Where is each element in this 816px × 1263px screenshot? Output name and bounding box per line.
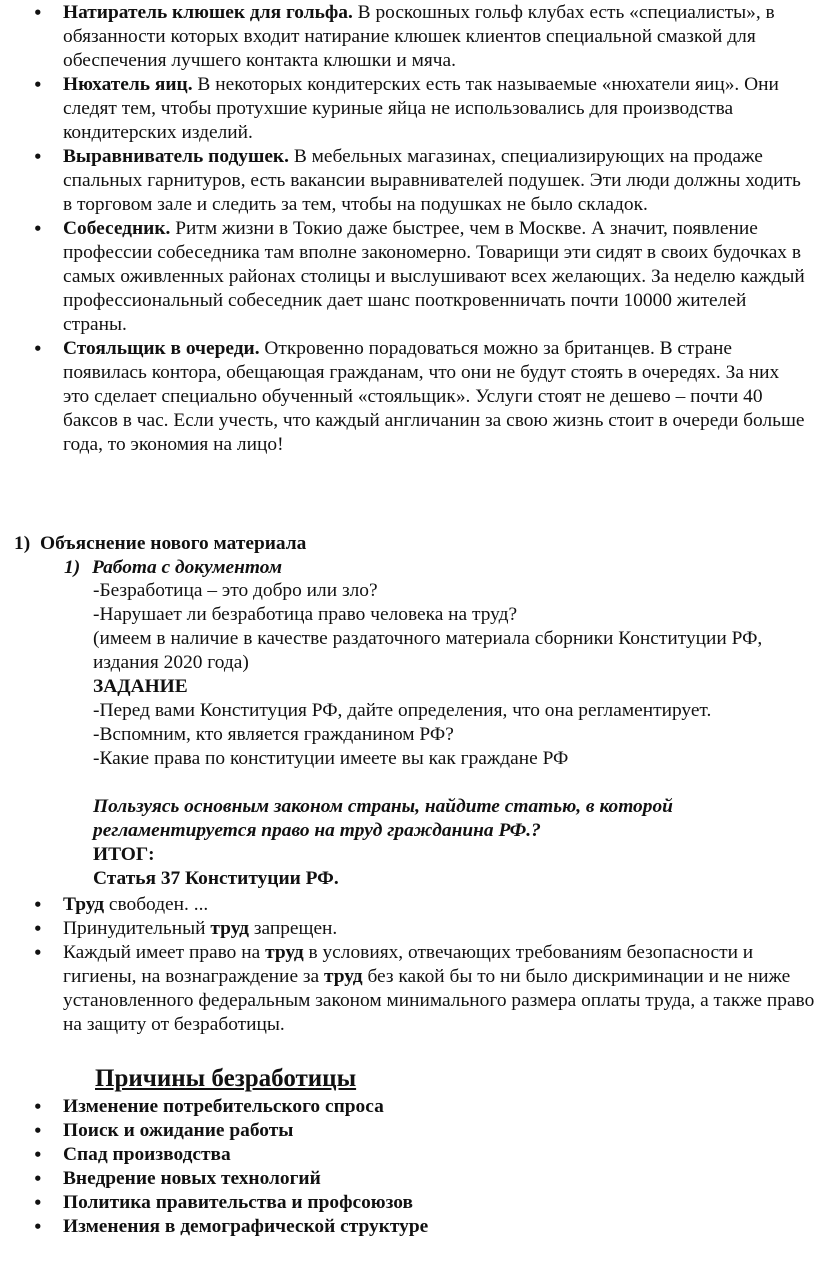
profession-term: Натиратель клюшек для гольфа.	[63, 2, 353, 23]
profession-description: Ритм жизни в Токио даже быстрее, чем в Москве. А значит, появление профессии собеседника там вполне закономерно. Товарищи эти сидят в своих будочках в самых оживленных районах столицы и выслушивают всех желающих. За неделю каждый профессиональный собеседник дает шанс пооткровенничать почти 10000 жителей страны.	[63, 218, 805, 335]
list-item	[33, 1167, 808, 1191]
keyword: труд	[265, 942, 304, 963]
list-item	[33, 1119, 808, 1143]
task-item: -Перед вами Конституция РФ, дайте определения, что она регламентирует.	[93, 700, 712, 721]
text-run: в условиях, отвечающих требованиям безопасности и гигиены, на вознаграждение за	[63, 942, 754, 987]
list-item	[33, 337, 808, 457]
keyword: труд	[324, 966, 363, 987]
result-heading: ИТОГ:	[93, 844, 155, 865]
task-item: -Вспомним, кто является гражданином РФ?	[93, 724, 454, 745]
bullet-icon: •	[33, 220, 43, 238]
handout-note: (имеем в наличие в качестве раздаточного материала сборники Конституции РФ, издания 2020 года)	[93, 628, 763, 673]
bullet-icon: •	[33, 1122, 43, 1140]
cause-text: Спад производства	[63, 1144, 231, 1165]
list-item	[33, 1143, 808, 1167]
list-item	[33, 73, 808, 145]
section-number: 1)	[14, 533, 31, 554]
cause-text: Изменения в демографической структуре	[63, 1216, 429, 1237]
bullet-icon: •	[33, 1218, 43, 1236]
bullet-icon: •	[33, 896, 43, 914]
profession-description: Откровенно порадоваться можно за британцев. В стране появилась контора, обещающая гражданам, что они не будут стоять в очередях. За них это сделает специально обученный «стояльщик». Услуги стоят не дешево – почти 40 баксов в час. Если учесть, что каждый англичанин за свою жизнь стоит в очереди больше года, то экономия на лицо!	[63, 338, 805, 455]
spacer	[93, 771, 808, 795]
keyword: труд	[210, 918, 249, 939]
profession-description: В роскошных гольф клубах есть «специалисты», в обязанности которых входит натирание клюшек клиентов специальной смазкой для обеспечения лучшего контакта клюшки и мяча.	[63, 2, 775, 71]
profession-term: Выравниватель подушек.	[63, 146, 289, 167]
bullet-icon: •	[33, 1170, 43, 1188]
task-item: -Какие права по конституции имеете вы как граждане РФ	[93, 748, 569, 769]
list-item	[33, 1095, 808, 1119]
bullet-icon: •	[33, 1146, 43, 1164]
cause-text: Изменение потребительского спроса	[63, 1096, 384, 1117]
bullet-icon: •	[33, 340, 43, 358]
profession-term: Собеседник.	[63, 218, 171, 239]
cause-text: Политика правительства и профсоюзов	[63, 1192, 413, 1213]
cause-text: Поиск и ожидание работы	[63, 1120, 294, 1141]
text-run: запрещен.	[248, 918, 338, 939]
profession-description: В некоторых кондитерских есть так называемые «нюхатели яиц». Они следят тем, чтобы протухшие куриные яйца не использовались для производства кондитерских изделий.	[63, 74, 779, 143]
causes-heading: Причины безработицы	[95, 1065, 357, 1092]
task-heading: ЗАДАНИЕ	[93, 676, 188, 697]
bullet-icon: •	[33, 148, 43, 166]
professions-list	[33, 1, 808, 457]
bullet-icon: •	[33, 1194, 43, 1212]
list-item	[33, 941, 815, 1037]
lesson-body	[93, 579, 808, 891]
causes-list	[33, 1095, 808, 1239]
bullet-icon: •	[33, 4, 43, 22]
assignment-text: Пользуясь основным законом страны, найдите статью, в которой регламентируется право на труд гражданина РФ.?	[93, 796, 673, 841]
question-text: -Нарушает ли безработица право человека на труд?	[93, 604, 518, 625]
bullet-icon: •	[33, 76, 43, 94]
list-item	[33, 893, 815, 917]
list-item	[33, 1191, 808, 1215]
list-item	[33, 145, 808, 217]
article-list	[33, 893, 815, 1037]
list-item	[33, 217, 808, 337]
subsection-number: 1)	[64, 557, 81, 578]
list-item	[33, 917, 815, 941]
profession-term: Стояльщик в очереди.	[63, 338, 260, 359]
text-run: Каждый имеет право на	[63, 942, 266, 963]
subsection-title: Работа с документом	[92, 557, 282, 578]
question-text: -Безработица – это добро или зло?	[93, 580, 378, 601]
bullet-icon: •	[33, 920, 43, 938]
text-run: свободен. ...	[104, 894, 209, 915]
text-run: Принудительный	[63, 918, 211, 939]
profession-term: Нюхатель яиц.	[63, 74, 193, 95]
bullet-icon: •	[33, 944, 43, 962]
list-item	[33, 1215, 808, 1239]
cause-text: Внедрение новых технологий	[63, 1168, 321, 1189]
profession-description: В мебельных магазинах, специализирующих на продаже спальных гарнитуров, есть вакансии выравнивателей подушек. Эти люди должны ходить в торговом зале и следить за тем, чтобы на подушках не было складок.	[63, 146, 801, 215]
article-title: Статья 37 Конституции РФ.	[93, 868, 339, 889]
list-item	[33, 1, 808, 73]
bullet-icon: •	[33, 1098, 43, 1116]
text-run: без какой бы то ни было дискриминации и не ниже установленного федеральным законом минимального размера оплаты труда, а также право на защиту от безработицы.	[63, 966, 815, 1035]
keyword: Труд	[63, 894, 105, 915]
section-title: Объяснение нового материала	[40, 533, 307, 554]
